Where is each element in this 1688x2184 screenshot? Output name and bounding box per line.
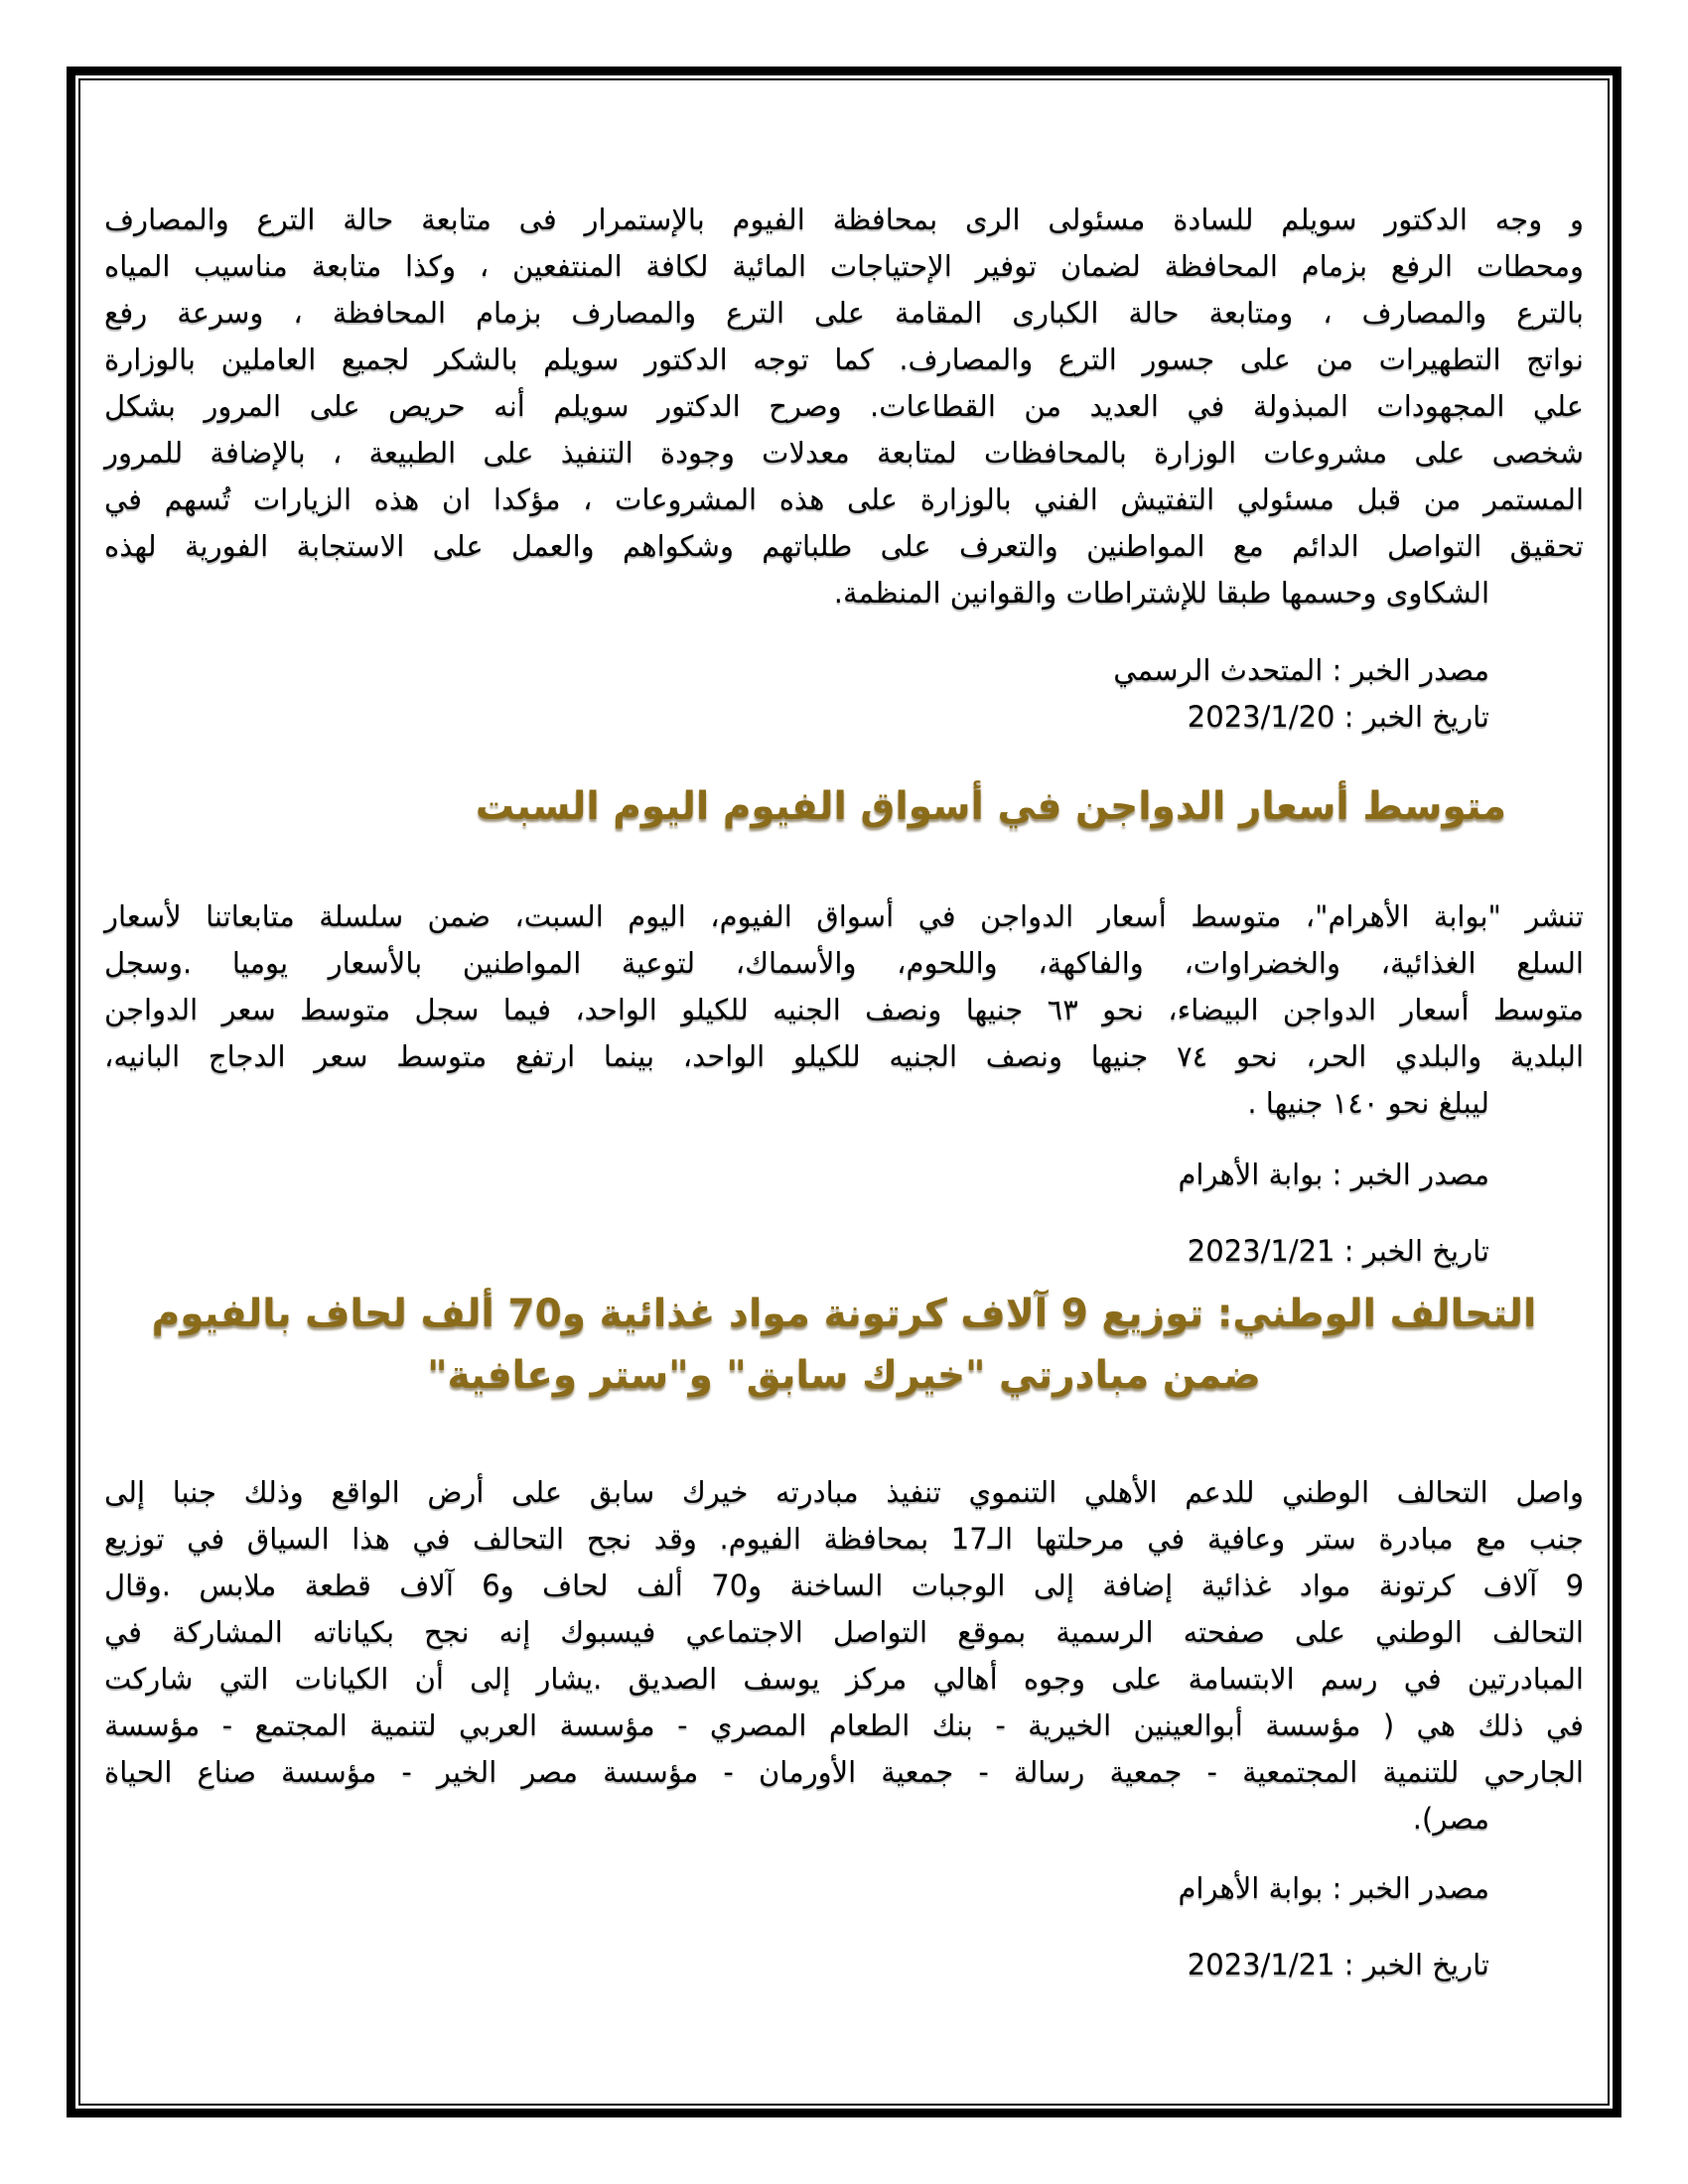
text-line: التحالف الوطني على صفحته الرسمية بموقع التواصل الاجتماعي فيسبوك إنه نجح بكياناته المشاركة في bbox=[104, 1615, 1584, 1649]
news-date-line: تاريخ الخبر : 2023/1/21 bbox=[1187, 1948, 1489, 1981]
news-source-line: مصدر الخبر : بوابة الأهرام bbox=[1178, 1158, 1489, 1191]
text-line: متوسط أسعار الدواجن البيضاء، نحو ٦٣ جنيها ونصف الجنيه للكيلو الواحد، فيما سجل متوسط سعر الدواجن bbox=[104, 993, 1584, 1026]
text-line: المستمر من قبل مسئولي التفتيش الفني بالوزارة على هذه المشروعات ، مؤكدا ان هذه الزيارات تُسهم في bbox=[104, 482, 1584, 516]
article-body-last-line: ليبلغ نحو ١٤٠ جنيها . bbox=[1247, 1086, 1489, 1120]
text-line: و وجه الدكتور سويلم للسادة مسئولى الرى بمحافظة الفيوم بالإستمرار فى متابعة حالة الترع والمصارف bbox=[104, 203, 1584, 236]
text-line: في ذلك هي ( مؤسسة أبوالعينين الخيرية - بنك الطعام المصري - مؤسسة العربي لتنمية المجتمع - مؤسسة bbox=[104, 1708, 1584, 1742]
text-line: واصل التحالف الوطني للدعم الأهلي التنموي تنفيذ مبادرته خيرك سابق على أرض الواقع وذلك جنبا إلى bbox=[104, 1475, 1584, 1509]
text-line: التحالف الوطني: توزيع 9 آلاف كرتونة مواد غذائية و70 ألف لحاف بالفيوم bbox=[151, 1292, 1537, 1336]
text-line: تنشر "بوابة الأهرام"، متوسط أسعار الدواجن في أسواق الفيوم، اليوم السبت، ضمن سلسلة متابعاتنا لأسعار bbox=[104, 899, 1584, 933]
article-body bbox=[104, 893, 1584, 1080]
article-body-last-line: مصر). bbox=[1412, 1802, 1489, 1836]
text-line: علي المجهودات المبذولة في العديد من القطاعات. وصرح الدكتور سويلم أنه حريص على المرور بشكل bbox=[104, 389, 1584, 423]
text-line: 9 آلاف كرتونة مواد غذائية إضافة إلى الوجبات الساخنة و70 ألف لحاف و6 آلاف قطعة ملابس .وقال bbox=[104, 1569, 1585, 1602]
news-date-line: تاريخ الخبر : 2023/1/21 bbox=[1187, 1234, 1489, 1268]
article-national-alliance bbox=[104, 1284, 1584, 1988]
text-line: السلع الغذائية، والخضراوات، والفاكهة، واللحوم، والأسماك، لتوعية المواطنين بالأسعار يوميا .وسجل bbox=[104, 946, 1584, 980]
text-line: جنب مع مبادرة ستر وعافية في مرحلتها الـ17 بمحافظة الفيوم. وقد نجح التحالف في هذا السياق في توزيع bbox=[104, 1522, 1584, 1556]
text-line: شخصى على مشروعات الوزارة بالمحافظات لمتابعة معدلات وجودة التنفيذ على الطبيعة ، بالإضافة للمرور bbox=[104, 436, 1584, 470]
text-line: متوسط أسعار الدواجن في أسواق الفيوم اليوم السبت bbox=[475, 784, 1506, 829]
text-line: بالترع والمصارف ، ومتابعة حالة الكبارى المقامة على الترع والمصارف بزمام المحافظة ، وسرعة رفع bbox=[104, 296, 1584, 330]
article-body bbox=[104, 1469, 1584, 1796]
text-line: ومحطات الرفع بزمام المحافظة لضمان توفير الإحتياجات المائية لكافة المنتفعين ، وكذا متابعة مناسيب المياه bbox=[104, 249, 1584, 283]
article-poultry-prices bbox=[104, 776, 1584, 1275]
article-body bbox=[104, 197, 1584, 570]
text-line: ضمن مبادرتي "خيرك سابق" و"ستر وعافية" bbox=[427, 1353, 1261, 1398]
news-source-line: مصدر الخبر : بوابة الأهرام bbox=[1178, 1871, 1489, 1905]
text-line: الجارحي للتنمية المجتمعية - جمعية رسالة - جمعية الأورمان - مؤسسة مصر الخير - مؤسسة صناع الحياة bbox=[104, 1755, 1584, 1789]
text-line: البلدية والبلدي الحر، نحو ٧٤ جنيها ونصف الجنيه للكيلو الواحد، بينما ارتفع متوسط سعر الدجاج البانيه، bbox=[104, 1039, 1584, 1073]
news-date-line: تاريخ الخبر : 2023/1/20 bbox=[1187, 700, 1489, 734]
article-irrigation-news bbox=[104, 197, 1584, 741]
text-line: تحقيق التواصل الدائم مع المواطنين والتعرف على طلباتهم وشكواهم والعمل على الاستجابة الفورية لهذه bbox=[104, 529, 1584, 563]
article-title bbox=[104, 776, 1584, 838]
text-line: المبادرتين في رسم الابتسامة على وجوه أهالي مركز يوسف الصديق .يشار إلى أن الكيانات التي شاركت bbox=[104, 1662, 1584, 1696]
news-source-line: مصدر الخبر : المتحدث الرسمي bbox=[1113, 653, 1489, 687]
document-content bbox=[104, 197, 1584, 1988]
article-body-last-line: الشكاوى وحسمها طبقا للإشتراطات والقوانين المنظمة. bbox=[833, 576, 1489, 610]
article-title bbox=[104, 1284, 1584, 1407]
text-line: نواتج التطهيرات من على جسور الترع والمصارف. كما توجه الدكتور سويلم بالشكر لجميع العاملين بالوزارة bbox=[104, 342, 1584, 376]
